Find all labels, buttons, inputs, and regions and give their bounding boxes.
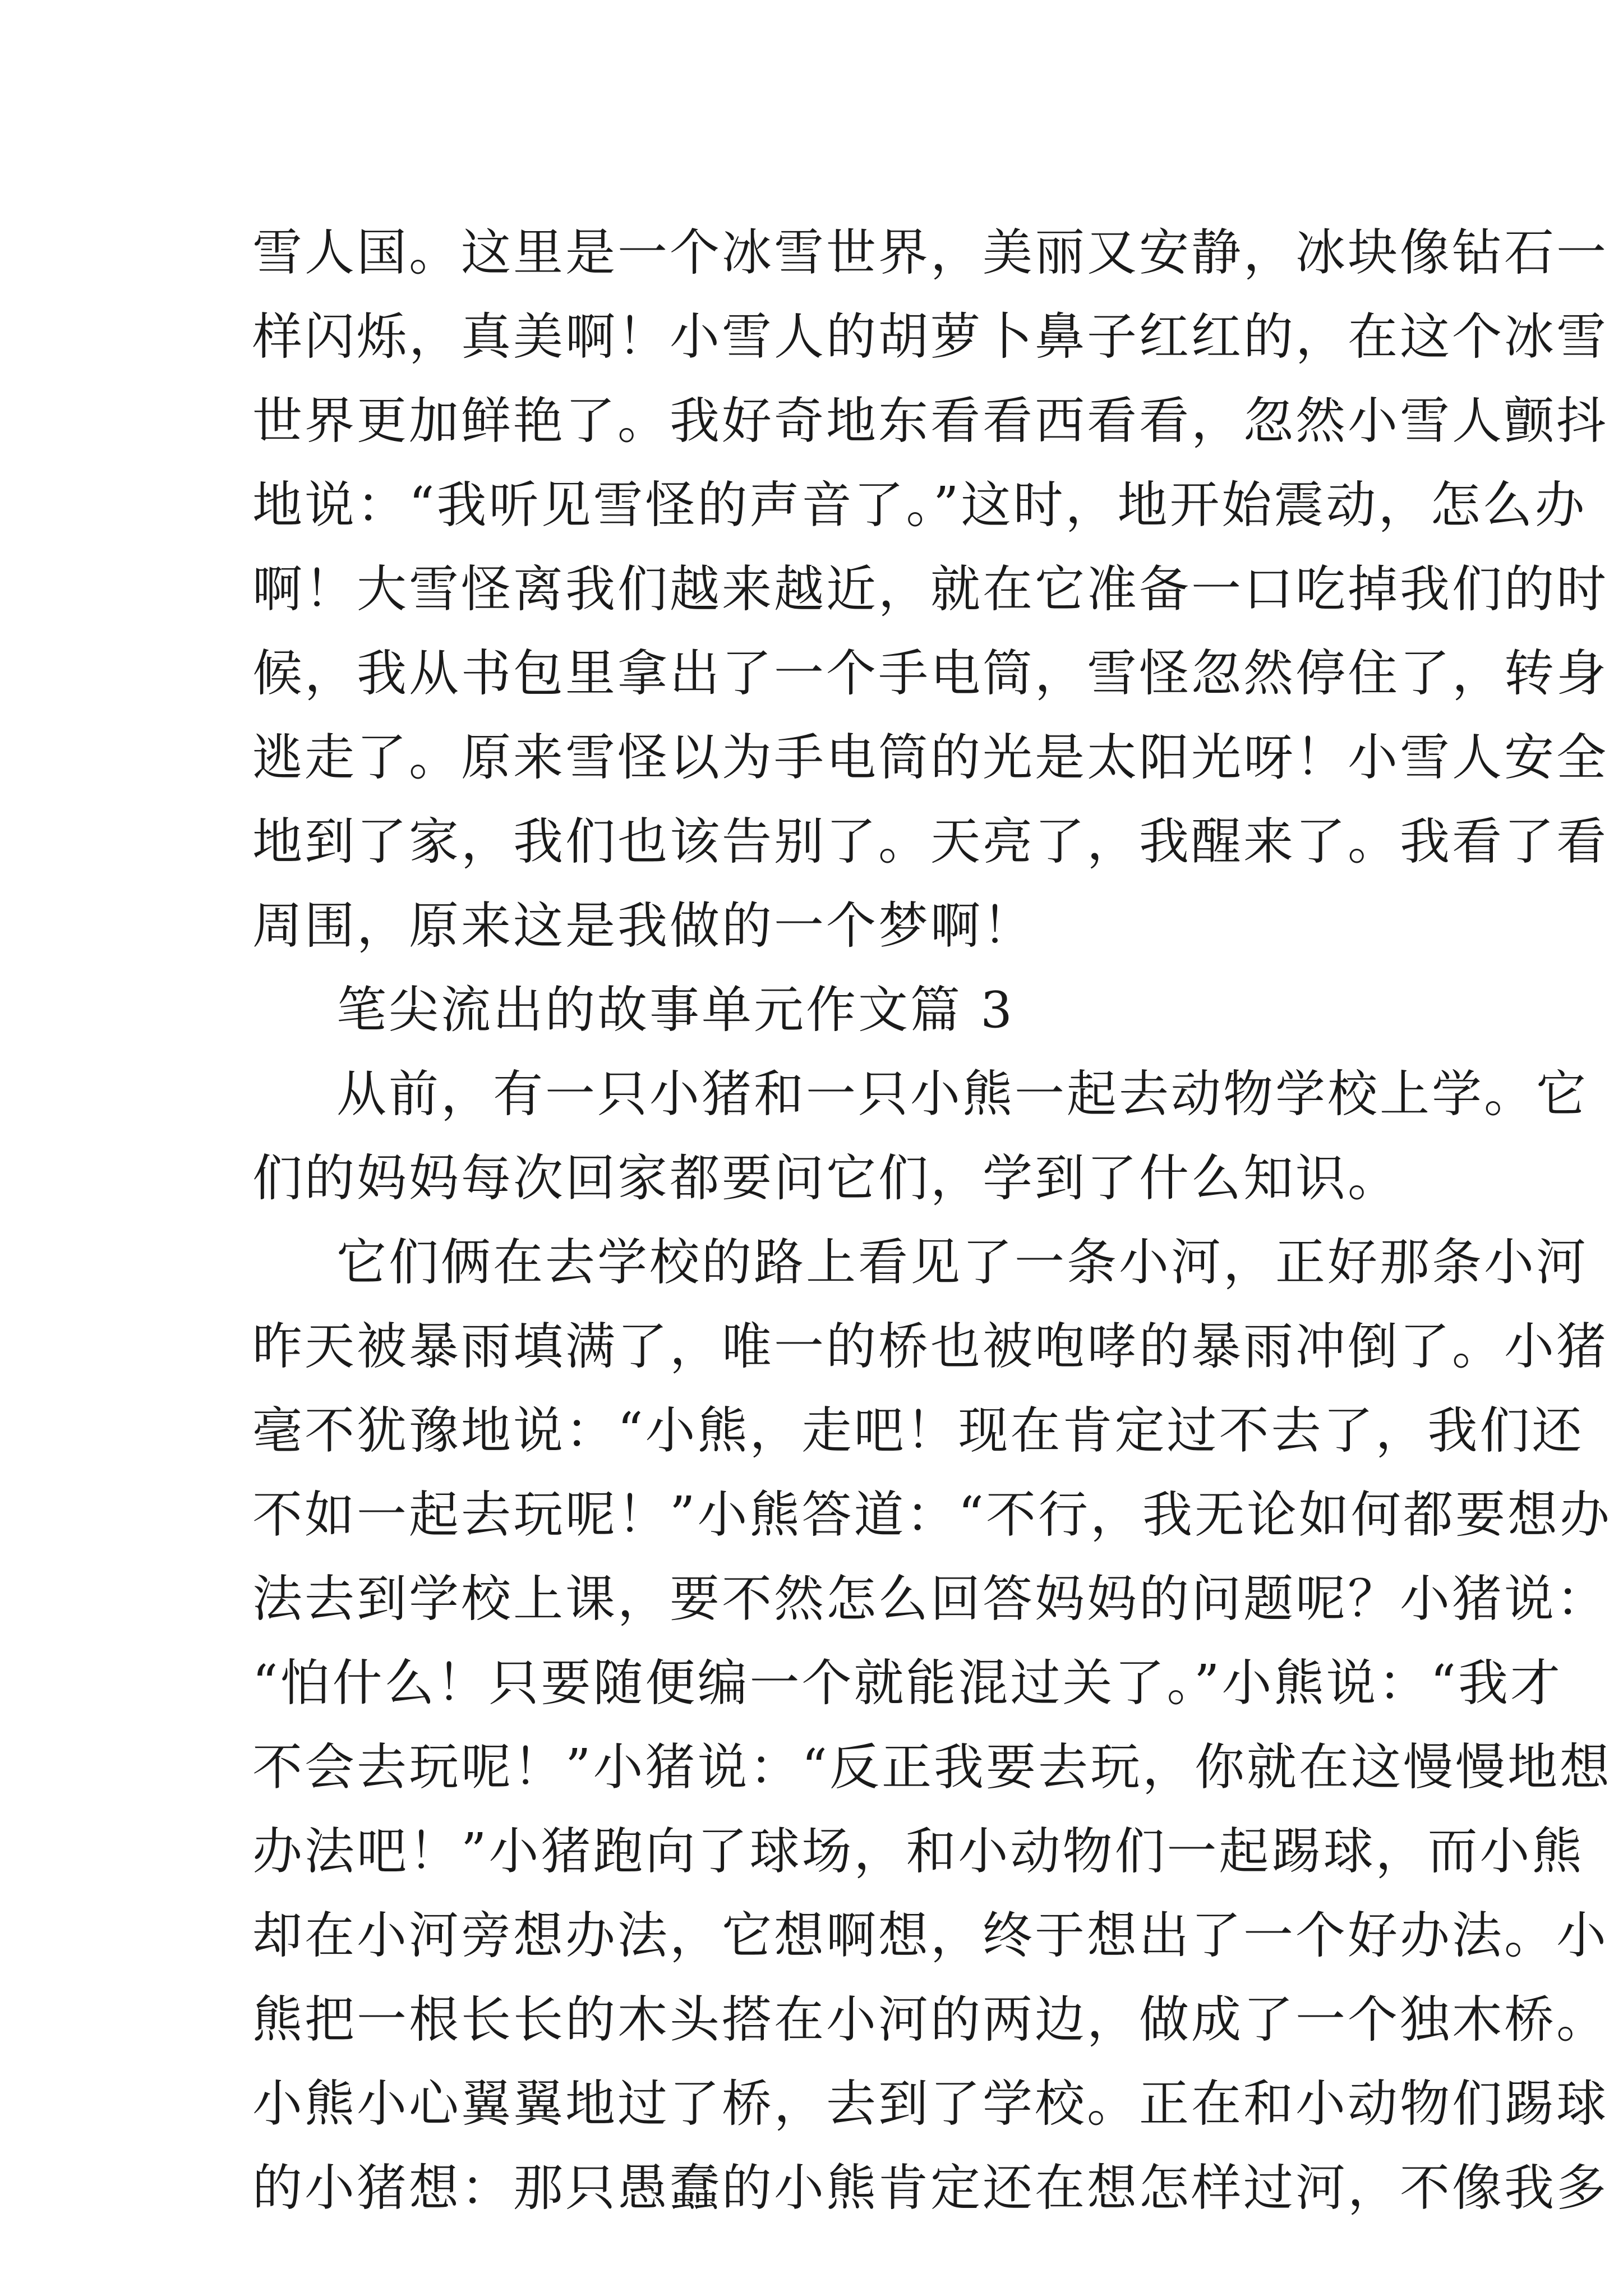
text-line: 它们俩在去学校的路上看见了一条小河，正好那条小河 [336, 1233, 1588, 1291]
text-line: 却在小河旁想办法，它想啊想，终于想出了一个好办法。小 [252, 1906, 1608, 1964]
text-line: “怕什么！只要随便编一个就能混过关了。”小熊说：“我才 [252, 1654, 1562, 1712]
text-line: 地到了家，我们也该告别了。天亮了，我醒来了。我看了看 [252, 812, 1608, 871]
text-line: 啊！大雪怪离我们越来越近，就在它准备一口吃掉我们的时 [252, 560, 1608, 618]
text-line: 世界更加鲜艳了。我好奇地东看看西看看，忽然小雪人颤抖 [252, 392, 1608, 450]
text-line: 法去到学校上课，要不然怎么回答妈妈的问题呢？小猪说： [252, 1570, 1608, 1628]
text-line: 的小猪想：那只愚蠢的小熊肯定还在想怎样过河，不像我多 [252, 2159, 1608, 2217]
text-line: 不会去玩呢！”小猪说：“反正我要去玩，你就在这慢慢地想 [252, 1738, 1612, 1796]
text-line: 们的妈妈每次回家都要问它们，学到了什么知识。 [252, 1149, 1400, 1207]
text-line: 办法吧！”小猪跑向了球场，和小动物们一起踢球，而小熊 [252, 1822, 1584, 1880]
text-line: 样闪烁，真美啊！小雪人的胡萝卜鼻子红红的，在这个冰雪 [252, 307, 1608, 366]
text-line: 毫不犹豫地说：“小熊，走吧！现在肯定过不去了，我们还 [252, 1401, 1584, 1460]
text-line: 从前，有一只小猪和一只小熊一起去动物学校上学。它 [336, 1065, 1588, 1123]
text-line: 周围，原来这是我做的一个梦啊！ [252, 896, 1035, 955]
text-line: 雪人国。这里是一个冰雪世界，美丽又安静，冰块像钻石一 [252, 223, 1608, 282]
text-line: 昨天被暴雨填满了，唯一的桥也被咆哮的暴雨冲倒了。小猪 [252, 1317, 1608, 1375]
text-line: 地说：“我听见雪怪的声音了。”这时，地开始震动，怎么办 [252, 476, 1587, 534]
text-line: 熊把一根长长的木头搭在小河的两边，做成了一个独木桥。 [252, 1990, 1608, 2049]
text-line: 逃走了。原来雪怪以为手电筒的光是太阳光呀！小雪人安全 [252, 728, 1608, 786]
text-line: 小熊小心翼翼地过了桥，去到了学校。正在和小动物们踢球 [252, 2074, 1608, 2133]
section-heading: 笔尖流出的故事单元作文篇 3 [336, 981, 1015, 1039]
text-line: 候，我从书包里拿出了一个手电筒，雪怪忽然停住了，转身 [252, 644, 1608, 702]
text-line: 不如一起去玩呢！”小熊答道：“不行，我无论如何都要想办 [252, 1485, 1612, 1544]
